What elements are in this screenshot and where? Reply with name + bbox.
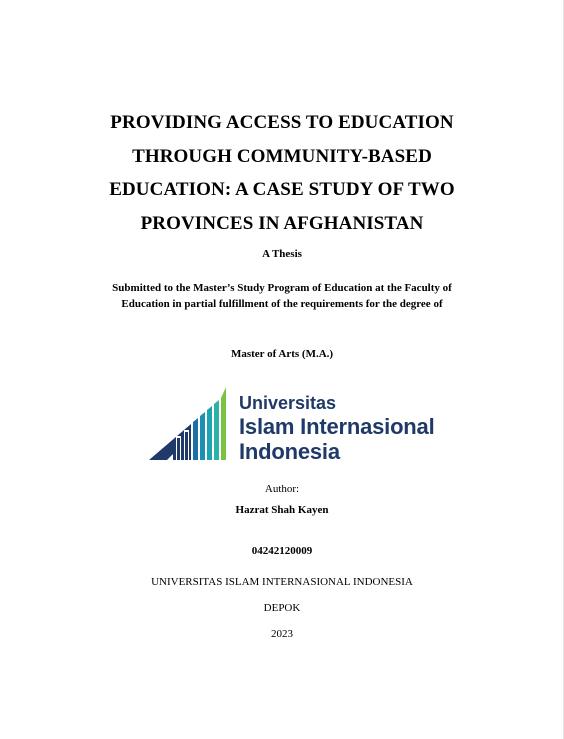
title-line: PROVINCES IN AFGHANISTAN [140, 212, 424, 234]
city: DEPOK [263, 602, 301, 614]
university-emblem-icon [147, 384, 237, 464]
author-name: Hazrat Shah Kayen [235, 504, 329, 516]
document-type: A Thesis [262, 248, 302, 260]
degree-name: Master of Arts (M.A.) [230, 348, 334, 360]
submission-line: Education in partial fulfillment of the requirements for the degree of [121, 298, 443, 310]
author-label: Author: [264, 483, 300, 495]
university-logo [147, 384, 447, 464]
submission-statement [0, 280, 564, 312]
logo-line: Indonesia [239, 439, 340, 464]
title-line: THROUGH COMMUNITY-BASED [132, 145, 432, 167]
thesis-title [0, 106, 564, 240]
title-line: PROVIDING ACCESS TO EDUCATION [110, 112, 454, 133]
submission-line: Submitted to the Master’s Study Program of Education at the Faculty of [112, 282, 452, 294]
university-logo-text [239, 392, 435, 464]
logo-line: Islam Internasional [239, 414, 435, 439]
year: 2023 [271, 628, 293, 640]
student-id: 04242120009 [251, 545, 313, 557]
title-line: EDUCATION: A CASE STUDY OF TWO [109, 179, 455, 200]
university-name: UNIVERSITAS ISLAM INTERNASIONAL INDONESIA [151, 576, 413, 588]
logo-line: Universitas [239, 393, 337, 413]
